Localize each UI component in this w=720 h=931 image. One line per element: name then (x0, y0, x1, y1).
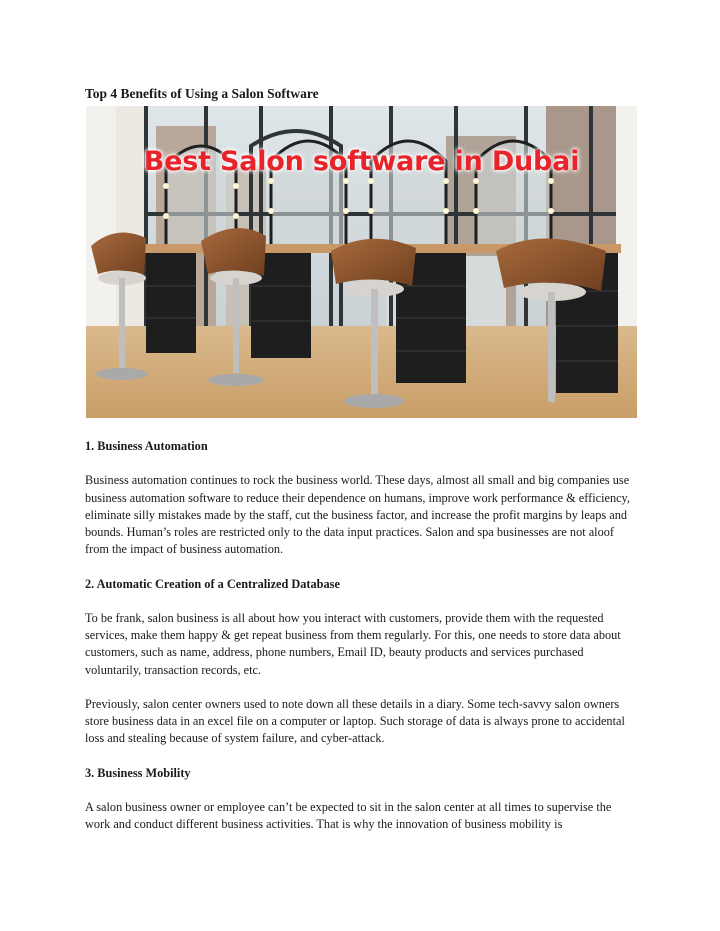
section-heading-centralized-database: 2. Automatic Creation of a Centralized Database (85, 576, 340, 591)
section-paragraph: A salon business owner or employee can’t be expected to sit in the salon center at all times to supervise the work and conduct different business activities. That is why the innovation of business mobility is (85, 800, 612, 832)
section-paragraph: Business automation continues to rock the business world. These days, almost all small and big companies use business automation software to reduce their dependence on humans, improve work performance & efficiency, eliminate silly mistakes made by the staff, cut the business factor, and increase the profit margins by leaps and bounds. Human’s roles are restricted only to the data input practices. Salon and spa businesses are not aloof from the impact of business automation. (85, 473, 630, 557)
section-paragraph: Previously, salon center owners used to note down all these details in a diary. Some tech-savvy salon owners store business data in an excel file on a computer or laptop. Such storage of data is always prone to accidental loss and stealing because of system failure, and cyber-attack. (85, 696, 625, 746)
salon-hero-image (86, 106, 637, 418)
section-heading-business-automation: 1. Business Automation (85, 439, 208, 453)
document-title: Top 4 Benefits of Using a Salon Software (85, 86, 319, 101)
document-body (85, 438, 637, 851)
hero-image-caption: Best Salon software in Dubai (143, 146, 580, 177)
section-paragraph: To be frank, salon business is all about how you interact with customers, provide them with the requested services, make them happy & get repeat business from them regularly. For this, one needs to store data about customers, such as name, address, phone numbers, Email ID, beauty products and services purchased voluntarily, transaction records, etc. (85, 610, 621, 677)
section-heading-business-mobility: 3. Business Mobility (85, 765, 191, 780)
